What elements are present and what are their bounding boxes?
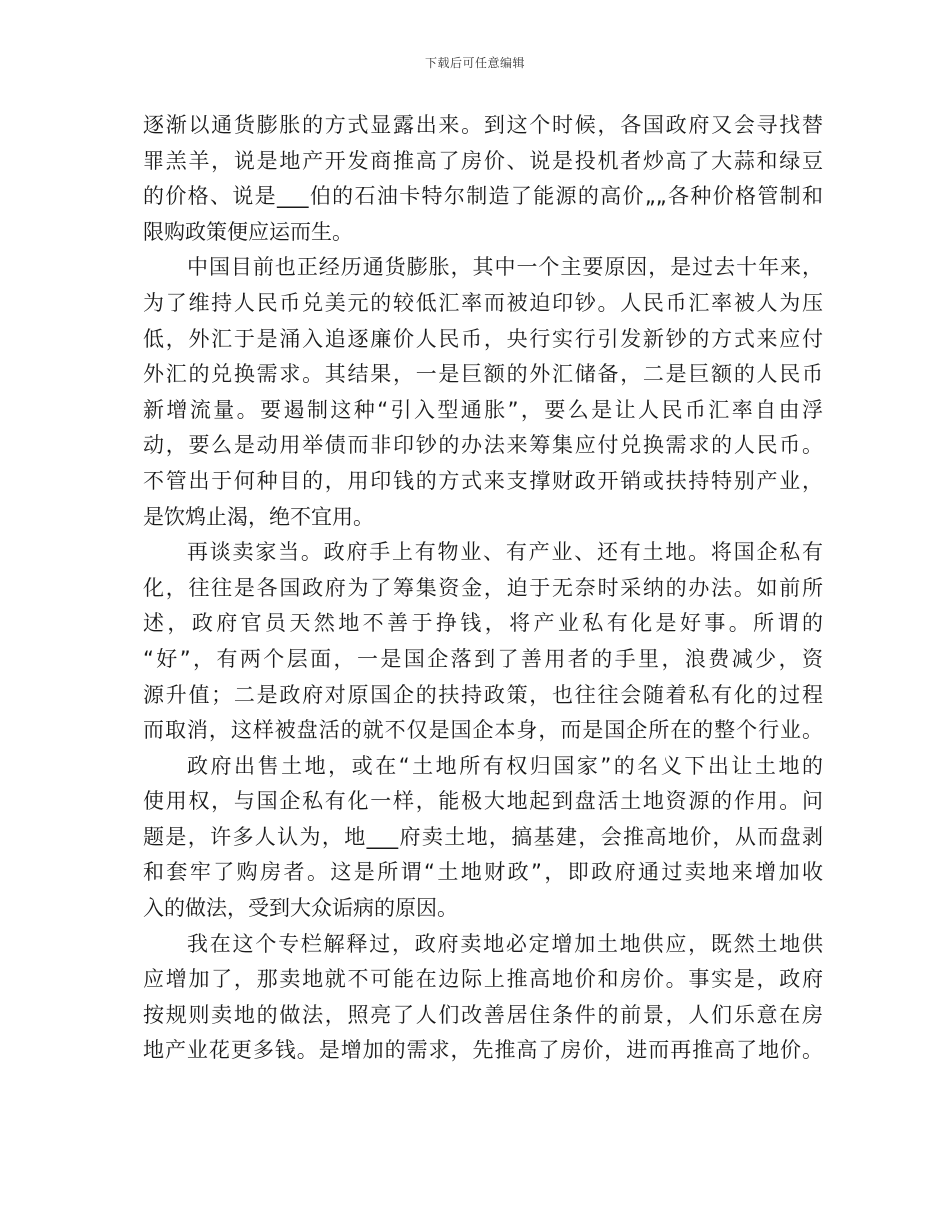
paragraph: [143, 108, 823, 250]
text-line: 不管出于何种目的，用印钱的方式来支撑财政开销或扶持特别产业，: [143, 468, 823, 493]
text-line: 罪羔羊，说是地产开发商推高了房价、说是投机者炒高了大蒜和绿豆: [143, 148, 823, 173]
text-line: 而取消，这样被盘活的就不仅是国企本身，而是国企所在的整个行业。: [143, 718, 823, 743]
text-line: 是饮鸩止渴，绝不宜用。: [143, 504, 374, 529]
text-line: 新增流量。要遏制这种“引入型通胀”，要么是让人民币汇率自由浮: [143, 397, 823, 422]
text-line: 限购政策便应运而生。: [143, 219, 353, 244]
text-line: 题是，许多人认为，地___府卖土地，搞基建，会推高地价，从而盘剥: [143, 824, 823, 849]
paragraph: [143, 250, 823, 535]
text-line: 我在这个专栏解释过，政府卖地必定增加土地供应，既然土地供: [187, 931, 823, 956]
text-line: 述，政府官员天然地不善于挣钱，将产业私有化是好事。所谓的: [143, 611, 823, 636]
text-line: 的价格、说是___伯的石油卡特尔制造了能源的高价„„各种价格管制和: [143, 184, 823, 209]
text-line: 政府出售土地，或在“土地所有权归国家”的名义下出让土地的: [187, 753, 823, 778]
text-line: 外汇的兑换需求。其结果，一是巨额的外汇储备，二是巨额的人民币: [143, 362, 823, 387]
text-line: 动，要么是动用举债而非印钞的办法来筹集应付兑换需求的人民币。: [143, 433, 823, 458]
text-line: 使用权，与国企私有化一样，能极大地起到盘活土地资源的作用。问: [143, 789, 823, 814]
paragraph: [143, 535, 823, 749]
text-line: 逐渐以通货膨胀的方式显露出来。到这个时候，各国政府又会寻找替: [143, 113, 823, 137]
text-line: 为了维持人民币兑美元的较低汇率而被迫印钞。人民币汇率被人为压: [143, 290, 823, 315]
text-line: 再谈卖家当。政府手上有物业、有产业、还有土地。将国企私有: [187, 540, 823, 565]
text-line: 化，往往是各国政府为了筹集资金，迫于无奈时采纳的办法。如前所: [143, 575, 823, 600]
text-line: 应增加了，那卖地就不可能在边际上推高地价和房价。事实是，政府: [143, 967, 823, 992]
text-line: 按规则卖地的做法，照亮了人们改善居住条件的前景，人们乐意在房: [143, 1002, 823, 1027]
text-line: 低，外汇于是涌入追逐廉价人民币，央行实行引发新钞的方式来应付: [143, 326, 823, 351]
page-header: 下载后可任意编辑: [424, 56, 525, 70]
text-line: 中国目前也正经历通货膨胀，其中一个主要原因，是过去十年来，: [187, 255, 823, 280]
document-body: [143, 108, 823, 1069]
text-line: “好”，有两个层面，一是国企落到了善用者的手里，浪费减少，资: [143, 646, 823, 671]
text-line: 源升值；二是政府对原国企的扶持政策，也往往会随着私有化的过程: [143, 682, 823, 707]
paragraph: [143, 927, 823, 1069]
text-line: 地产业花更多钱。是增加的需求，先推高了房价，进而再推高了地价。: [143, 1038, 823, 1063]
paragraph: [143, 749, 823, 927]
text-line: 和套牢了购房者。这是所谓“土地财政”，即政府通过卖地来增加收: [143, 860, 823, 885]
text-line: 入的做法，受到大众诟病的原因。: [143, 896, 458, 921]
